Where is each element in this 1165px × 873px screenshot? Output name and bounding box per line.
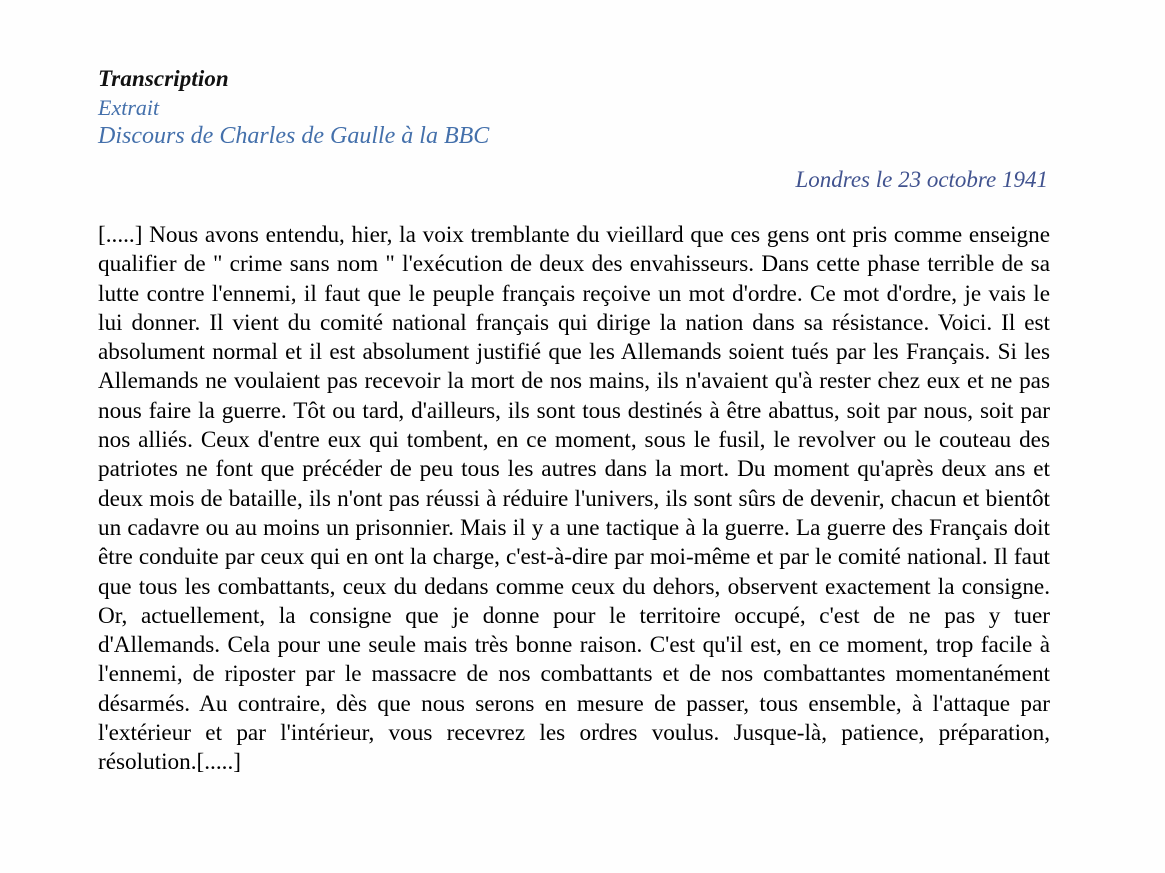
document-subtitle: Extrait [98, 95, 160, 120]
document-body [98, 221, 1050, 778]
page-title: Transcription [98, 66, 229, 91]
document-content [98, 66, 1050, 778]
document-header [98, 66, 1050, 195]
document-source: Discours de Charles de Gaulle à la BBC [98, 123, 490, 149]
transcription-paragraph: [.....] Nous avons entendu, hier, la voix tremblante du vieillard que ces gens ont pris comme enseigne qualifier de " crime sans nom " l'exécution de deux des envahisseurs. Dans cette phase terrible de sa lutte contre l'ennemi, il faut que le peuple français reçoive un mot d'ordre. Ce mot d'ordre, je vais le lui donner. Il vient du comité national français qui dirige la nation dans sa résistance. Voici. Il est absolument normal et il est absolument justifié que les Allemands soient tués par les Français. Si les Allemands ne voulaient pas recevoir la mort de nos mains, ils n'avaient qu'à rester chez eux et ne pas nous faire la guerre. Tôt ou tard, d'ailleurs, ils sont tous destinés à être abattus, soit par nous, soit par nos alliés. Ceux d'entre eux qui tombent, en ce moment, sous le fusil, le revolver ou le couteau des patriotes ne font que précéder de peu tous les autres dans la mort. Du moment qu'après deux ans et deux mois de bataille, ils n'ont pas réussi à réduire l'univers, ils sont sûrs de devenir, chacun et bientôt un cadavre ou au moins un prisonnier. Mais il y a une tactique à la guerre. La guerre des Français doit être conduite par ceux qui en ont la charge, c'est-à-dire par moi-même et par le comité national. Il faut que tous les combattants, ceux du dedans comme ceux du dehors, observent exactement la consigne. Or, actuellement, la consigne que je donne pour le territoire occupé, c'est de ne pas y tuer d'Allemands. Cela pour une seule mais très bonne raison. C'est qu'il est, en ce moment, trop facile à l'ennemi, de riposter par le massacre de nos combattants et de nos combattantes momentanément désarmés. Au contraire, dès que nous serons en mesure de passer, tous ensemble, à l'attaque par l'extérieur et par l'intérieur, vous recevrez les ordres voulus. Jusque-là, patience, préparation, résolution.[.....] [98, 222, 1050, 776]
document-dateline: Londres le 23 octobre 1941 [795, 167, 1048, 192]
